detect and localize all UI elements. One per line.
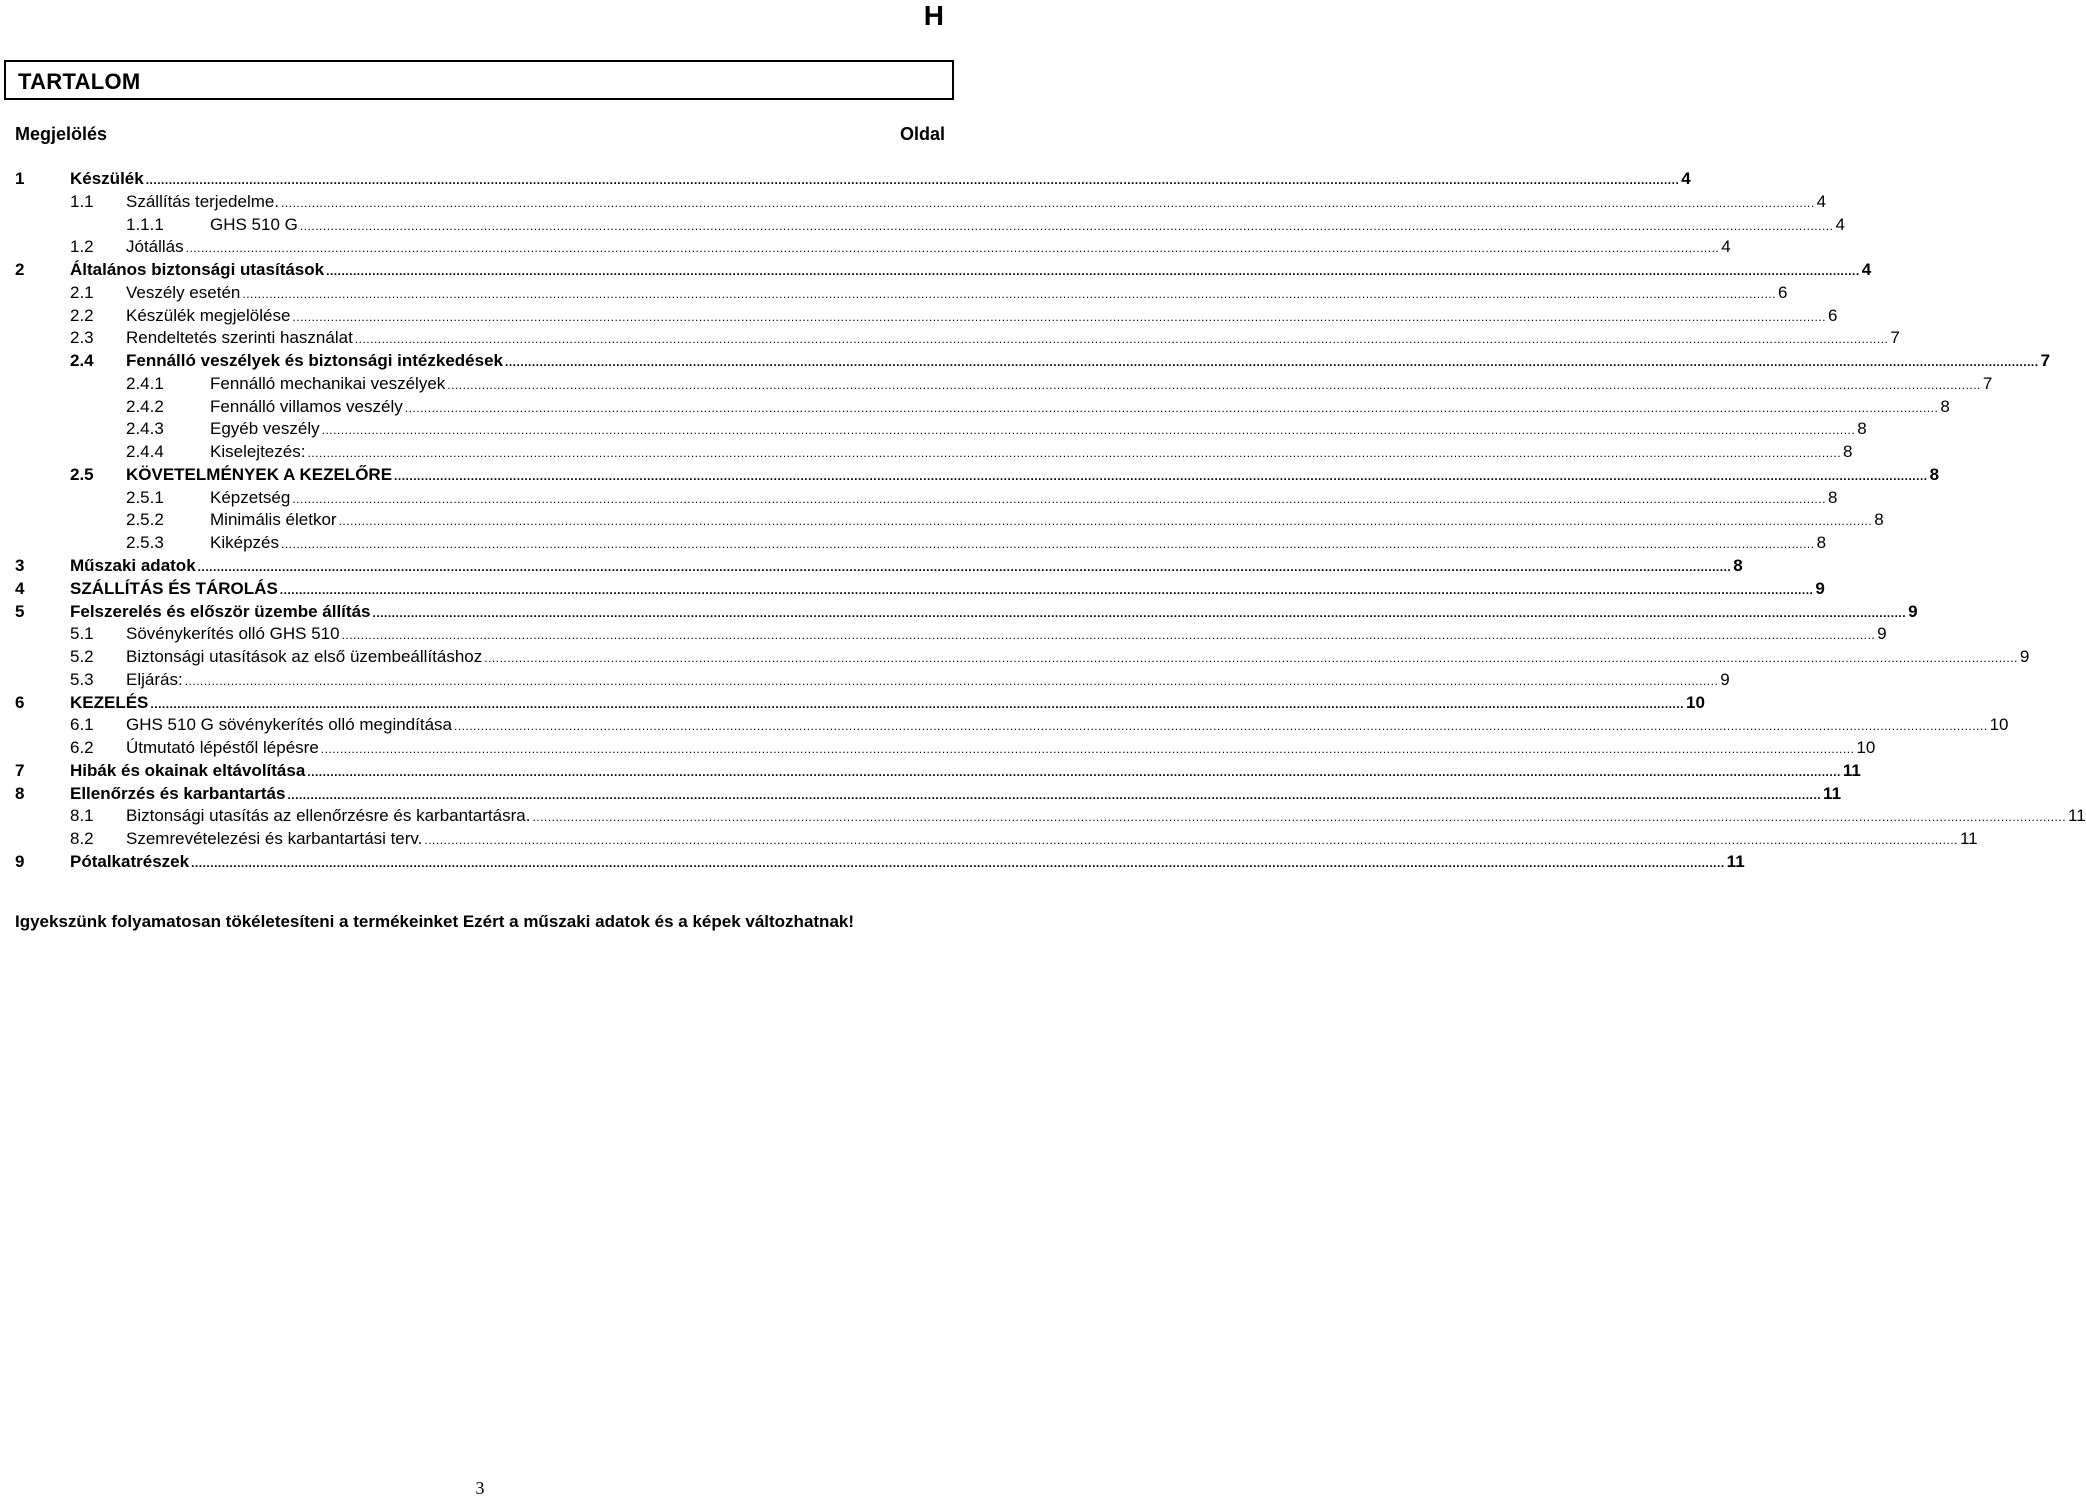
toc-dot-leader: ................................................................................................................................................................................................................................................................................................................................................................................................................ bbox=[292, 491, 1826, 506]
toc-entry-page: 8 bbox=[1940, 396, 1950, 416]
toc-entry-body bbox=[70, 259, 1872, 283]
language-marker: H bbox=[923, 0, 944, 31]
toc-entry-page: 4 bbox=[1681, 169, 1691, 188]
toc-dot-leader: ................................................................................................................................................................................................................................................................................................................................................................................................................ bbox=[341, 628, 1876, 643]
toc-entry-number: 8 bbox=[15, 783, 25, 803]
toc-entry-page: 9 bbox=[2019, 647, 2030, 667]
page-number: 3 bbox=[475, 1478, 485, 1498]
toc-entry-body bbox=[70, 783, 1842, 807]
toc-dot-leader: ................................................................................................................................................................................................................................................................................................................................................................................................................ bbox=[454, 719, 1988, 734]
toc-entry-label: Fennálló villamos veszély bbox=[210, 396, 403, 416]
toc-entry-body bbox=[70, 601, 1918, 625]
toc-entry-page: 8 bbox=[1816, 533, 1827, 553]
toc-entry-label: Biztonsági utasítás az ellenőrzésre és karbantartásra. bbox=[126, 806, 531, 826]
toc-entry-page: 8 bbox=[1843, 442, 1853, 462]
toc-entry[interactable] bbox=[15, 168, 1691, 191]
toc-entry-page: 4 bbox=[1835, 214, 1845, 234]
toc-entry-body bbox=[126, 646, 2030, 670]
toc-entry-body bbox=[126, 737, 1876, 761]
toc-dot-leader: ................................................................................................................................................................................................................................................................................................................................................................................................................ bbox=[197, 560, 1732, 575]
toc-entry-body bbox=[210, 487, 1838, 511]
toc-dot-leader: ................................................................................................................................................................................................................................................................................................................................................................................................................ bbox=[354, 332, 1889, 347]
toc-entry-body bbox=[210, 214, 1845, 238]
toc-entry[interactable] bbox=[15, 737, 1876, 760]
toc-entry-label: Minimális életkor bbox=[210, 510, 337, 530]
toc-entry-body bbox=[126, 669, 1730, 693]
toc-entry[interactable] bbox=[15, 783, 1842, 806]
toc-entry-label: Egyéb veszély bbox=[210, 419, 320, 439]
toc-entry-body bbox=[126, 236, 1731, 260]
toc-entry-number: 1.1.1 bbox=[126, 214, 164, 234]
toc-entry-page: 9 bbox=[1877, 624, 1887, 644]
toc-entry-label: Biztonsági utasítások az első üzembeállításhoz bbox=[126, 647, 483, 667]
toc-entry-label: Szemrevételezési és karbantartási terv. bbox=[126, 829, 423, 849]
toc-entry-body bbox=[126, 282, 1788, 306]
toc-dot-leader: ................................................................................................................................................................................................................................................................................................................................................................................................................ bbox=[307, 764, 1841, 779]
toc-entry[interactable] bbox=[15, 669, 1730, 692]
toc-entry-label: Készülék bbox=[70, 169, 144, 188]
toc-entry-number: 1.2 bbox=[70, 237, 94, 257]
toc-entry-body bbox=[210, 441, 1853, 465]
toc-entry[interactable] bbox=[15, 623, 1887, 646]
toc-entry-label: Szállítás terjedelme. bbox=[126, 191, 280, 211]
toc-entry[interactable] bbox=[15, 646, 2030, 669]
toc-entry-page: 11 bbox=[1726, 851, 1745, 871]
toc-entry-label: Pótalkatrészek bbox=[70, 851, 190, 871]
toc-entry[interactable] bbox=[15, 191, 1827, 214]
toc-entry[interactable] bbox=[15, 714, 2009, 737]
toc-dot-leader: ................................................................................................................................................................................................................................................................................................................................................................................................................ bbox=[505, 355, 2039, 370]
toc-entry-label: Ellenőrzés és karbantartás bbox=[70, 783, 286, 803]
toc-entry-number: 7 bbox=[15, 760, 25, 780]
toc-entry-number: 2.4 bbox=[70, 351, 94, 371]
toc-entry-number: 2.2 bbox=[70, 305, 94, 325]
toc-entry[interactable] bbox=[15, 214, 1845, 237]
toc-entry-label: Készülék megjelölése bbox=[126, 305, 291, 325]
toc-dot-leader: ................................................................................................................................................................................................................................................................................................................................................................................................................ bbox=[287, 787, 1822, 802]
toc-entry[interactable] bbox=[15, 532, 1827, 555]
toc-entry-body bbox=[70, 168, 1691, 192]
toc-entry-body bbox=[126, 623, 1887, 647]
toc-entry[interactable] bbox=[15, 418, 1867, 441]
toc-entry-label: KEZELÉS bbox=[70, 692, 149, 712]
toc-entry-body bbox=[210, 509, 1884, 533]
toc-entry-number: 2.5.3 bbox=[126, 533, 164, 553]
toc-entry[interactable] bbox=[15, 760, 1861, 783]
toc-entry-body bbox=[70, 851, 1745, 875]
toc-entry[interactable] bbox=[15, 487, 1838, 510]
title-box bbox=[4, 60, 954, 100]
toc-dot-leader: ................................................................................................................................................................................................................................................................................................................................................................................................................ bbox=[447, 377, 1981, 392]
toc-entry[interactable] bbox=[15, 578, 1825, 601]
toc-dot-leader: ................................................................................................................................................................................................................................................................................................................................................................................................................ bbox=[185, 241, 1720, 256]
toc-entry-label: Műszaki adatok bbox=[70, 556, 196, 576]
toc-entry-label: Sövénykerítés olló GHS 510 bbox=[126, 624, 340, 644]
disclaimer-note: Igyekszünk folyamatosan tökéletesíteni a termékeinket Ezért a műszaki adatok és a képek változhatnak! bbox=[15, 912, 855, 931]
toc-entry-number: 6.2 bbox=[70, 738, 94, 758]
toc-entry-label: SZÁLLÍTÁS ÉS TÁROLÁS bbox=[70, 578, 278, 598]
toc-entry-label: Kiselejtezés: bbox=[210, 442, 306, 462]
toc-dot-leader: ................................................................................................................................................................................................................................................................................................................................................................................................................ bbox=[404, 400, 1939, 415]
toc-entry-body bbox=[210, 373, 1993, 397]
toc-dot-leader: ................................................................................................................................................................................................................................................................................................................................................................................................................ bbox=[281, 195, 1815, 210]
toc-dot-leader: ................................................................................................................................................................................................................................................................................................................................................................................................................ bbox=[307, 446, 1842, 461]
toc-entry-number: 5.1 bbox=[70, 624, 94, 644]
toc-entry-page: 4 bbox=[1721, 237, 1731, 257]
toc-dot-leader: ................................................................................................................................................................................................................................................................................................................................................................................................................ bbox=[191, 855, 1725, 870]
toc-entry-number: 2.4.2 bbox=[126, 396, 164, 416]
toc-entry[interactable] bbox=[15, 555, 1743, 578]
toc-dot-leader: ................................................................................................................................................................................................................................................................................................................................................................................................................ bbox=[424, 833, 1958, 848]
toc-entry-body bbox=[126, 805, 2086, 829]
toc-entry-number: 8.1 bbox=[70, 806, 94, 826]
toc-entry-number: 2.4.1 bbox=[126, 373, 164, 393]
toc-entry-body bbox=[210, 418, 1867, 442]
toc-dot-leader: ................................................................................................................................................................................................................................................................................................................................................................................................................ bbox=[320, 742, 1855, 757]
toc-dot-leader: ................................................................................................................................................................................................................................................................................................................................................................................................................ bbox=[326, 264, 1860, 279]
toc-entry[interactable] bbox=[15, 327, 1900, 350]
toc-entry-label: KÖVETELMÉNYEK A KEZELŐRE bbox=[126, 464, 393, 484]
toc-entry-number: 9 bbox=[15, 851, 25, 871]
toc-entry-label: Kiképzés bbox=[210, 533, 279, 553]
toc-entry-label: Képzetség bbox=[210, 487, 291, 507]
toc-entry-number: 6.1 bbox=[70, 715, 94, 735]
toc-entry-page: 8 bbox=[1857, 419, 1867, 439]
toc-entry-number: 8.2 bbox=[70, 829, 94, 849]
toc-entry-number: 2.5 bbox=[70, 464, 94, 484]
toc-entry-page: 7 bbox=[1982, 373, 1993, 393]
toc-entry-page: 4 bbox=[1816, 191, 1827, 211]
toc-entry-number: 4 bbox=[15, 578, 25, 598]
toc-entry-page: 11 bbox=[1823, 783, 1842, 803]
toc-entry-page: 8 bbox=[1929, 464, 1940, 484]
toc-entry-number: 2 bbox=[15, 260, 25, 280]
toc-dot-leader: ................................................................................................................................................................................................................................................................................................................................................................................................................ bbox=[484, 651, 2018, 666]
toc-dot-leader: ................................................................................................................................................................................................................................................................................................................................................................................................................ bbox=[280, 537, 1815, 552]
toc-entry-page: 9 bbox=[1908, 601, 1918, 621]
toc-entry[interactable] bbox=[15, 396, 1950, 419]
toc-entry-number: 5.2 bbox=[70, 647, 94, 667]
toc-entry-label: Útmutató lépéstől lépésre bbox=[126, 738, 319, 758]
column-header-page: Oldal bbox=[899, 124, 945, 144]
table-of-contents bbox=[15, 168, 2086, 874]
toc-entry-label: Rendeltetés szerinti használat bbox=[126, 328, 353, 348]
toc-entry-number: 1 bbox=[15, 169, 25, 188]
toc-entry-label: Általános biztonsági utasítások bbox=[70, 260, 325, 280]
toc-entry-body bbox=[126, 464, 1940, 488]
toc-entry-body bbox=[126, 305, 1838, 329]
toc-dot-leader: ................................................................................................................................................................................................................................................................................................................................................................................................................ bbox=[242, 286, 1776, 301]
toc-entry-label: Hibák és okainak eltávolítása bbox=[70, 760, 306, 780]
toc-entry-body bbox=[70, 555, 1743, 579]
toc-entry[interactable] bbox=[15, 805, 2086, 828]
column-header-designation: Megjelölés bbox=[15, 124, 108, 144]
toc-entry-page: 10 bbox=[1686, 692, 1705, 712]
toc-entry[interactable] bbox=[15, 373, 1993, 396]
toc-entry[interactable] bbox=[15, 350, 2051, 373]
page-title: TARTALOM bbox=[18, 69, 141, 94]
toc-entry-number: 2.4.3 bbox=[126, 419, 164, 439]
toc-entry[interactable] bbox=[15, 828, 1978, 851]
toc-entry-body bbox=[70, 692, 1705, 716]
toc-entry-page: 10 bbox=[1856, 738, 1876, 758]
toc-entry-number: 2.1 bbox=[70, 282, 94, 302]
toc-entry-page: 11 bbox=[1959, 829, 1978, 849]
toc-entry-body bbox=[126, 350, 2051, 374]
toc-dot-leader: ................................................................................................................................................................................................................................................................................................................................................................................................................ bbox=[321, 423, 1856, 438]
toc-entry-page: 7 bbox=[2040, 351, 2051, 371]
toc-entry-label: GHS 510 G bbox=[210, 214, 298, 234]
toc-entry-number: 5 bbox=[15, 601, 25, 621]
toc-entry-page: 8 bbox=[1874, 510, 1884, 530]
toc-entry-number: 1.1 bbox=[70, 191, 94, 211]
toc-entry[interactable] bbox=[15, 509, 1884, 532]
toc-entry[interactable] bbox=[15, 282, 1788, 305]
toc-entry[interactable] bbox=[15, 464, 1940, 487]
toc-entry-page: 9 bbox=[1815, 578, 1825, 598]
toc-dot-leader: ................................................................................................................................................................................................................................................................................................................................................................................................................ bbox=[394, 468, 1928, 483]
toc-entry-number: 2.5.1 bbox=[126, 487, 164, 507]
toc-dot-leader: ................................................................................................................................................................................................................................................................................................................................................................................................................ bbox=[338, 514, 1873, 529]
toc-entry-body bbox=[70, 760, 1861, 784]
toc-entry-page: 6 bbox=[1777, 282, 1788, 302]
toc-entry-page: 11 bbox=[2068, 806, 2086, 826]
toc-entry-number: 2.5.2 bbox=[126, 510, 164, 530]
toc-entry[interactable] bbox=[15, 851, 1745, 874]
toc-entry[interactable] bbox=[15, 305, 1838, 328]
toc-entry-body bbox=[126, 191, 1827, 215]
toc-entry-body bbox=[210, 396, 1950, 420]
toc-entry[interactable] bbox=[15, 259, 1872, 282]
toc-entry[interactable] bbox=[15, 601, 1918, 624]
toc-entry-number: 2.4.4 bbox=[126, 442, 164, 462]
toc-entry-number: 6 bbox=[15, 692, 25, 712]
toc-entry-body bbox=[126, 327, 1900, 351]
toc-entry-page: 10 bbox=[1989, 715, 2009, 735]
toc-entry-page: 4 bbox=[1861, 260, 1872, 280]
toc-entry-page: 11 bbox=[1842, 760, 1861, 780]
toc-entry-label: Fennálló mechanikai veszélyek bbox=[210, 373, 446, 393]
toc-entry-number: 2.3 bbox=[70, 328, 94, 348]
toc-entry-page: 7 bbox=[1890, 328, 1900, 348]
toc-entry-label: GHS 510 G sövénykerítés olló megindítása bbox=[126, 715, 452, 735]
toc-entry[interactable] bbox=[15, 692, 1705, 715]
toc-entry-page: 8 bbox=[1827, 487, 1838, 507]
toc-entry-body bbox=[210, 532, 1827, 556]
toc-entry-label: Veszély esetén bbox=[126, 282, 241, 302]
toc-entry-label: Eljárás: bbox=[126, 669, 183, 689]
toc-dot-leader: ................................................................................................................................................................................................................................................................................................................................................................................................................ bbox=[150, 696, 1684, 711]
toc-entry-page: 8 bbox=[1733, 556, 1743, 576]
toc-entry[interactable] bbox=[15, 441, 1853, 464]
toc-entry-number: 5.3 bbox=[70, 669, 94, 689]
toc-entry-label: Felszerelés és először üzembe állítás bbox=[70, 601, 371, 621]
toc-dot-leader: ................................................................................................................................................................................................................................................................................................................................................................................................................ bbox=[292, 309, 1827, 324]
toc-entry-body bbox=[70, 578, 1825, 602]
toc-entry[interactable] bbox=[15, 236, 1731, 259]
toc-dot-leader: ................................................................................................................................................................................................................................................................................................................................................................................................................ bbox=[145, 173, 1680, 187]
toc-entry-page: 9 bbox=[1720, 669, 1730, 689]
toc-dot-leader: ................................................................................................................................................................................................................................................................................................................................................................................................................ bbox=[532, 810, 2067, 825]
toc-dot-leader: ................................................................................................................................................................................................................................................................................................................................................................................................................ bbox=[299, 218, 1834, 233]
toc-dot-leader: ................................................................................................................................................................................................................................................................................................................................................................................................................ bbox=[279, 582, 1814, 597]
toc-dot-leader: ................................................................................................................................................................................................................................................................................................................................................................................................................ bbox=[184, 673, 1719, 688]
toc-entry-label: Jótállás bbox=[126, 237, 184, 257]
toc-entry-label: Fennálló veszélyek és biztonsági intézkedések bbox=[126, 351, 503, 371]
toc-entry-page: 6 bbox=[1828, 305, 1838, 325]
toc-entry-number: 3 bbox=[15, 556, 25, 576]
toc-entry-body bbox=[126, 828, 1978, 852]
toc-dot-leader: ................................................................................................................................................................................................................................................................................................................................................................................................................ bbox=[372, 605, 1907, 620]
toc-entry-body bbox=[126, 714, 2009, 738]
